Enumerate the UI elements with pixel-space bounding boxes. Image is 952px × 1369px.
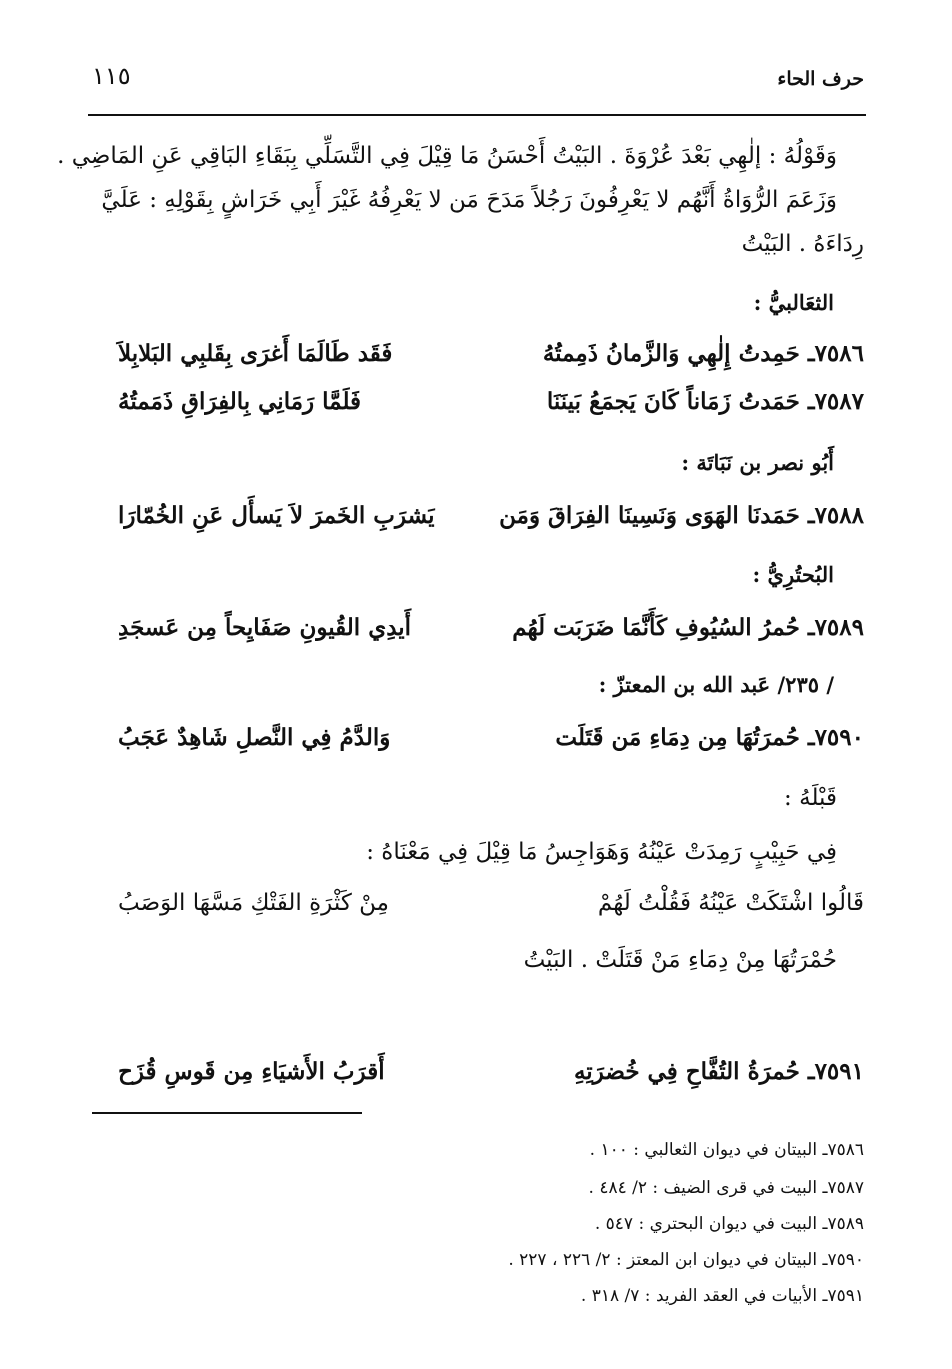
- paragraph-line: حُمْرَتُهَا مِنْ دِمَاءِ مَنْ قَتَلَتْ . البَيْتُ: [523, 947, 837, 973]
- verse-7591: [118, 1058, 864, 1098]
- paragraph-line: رِدَاءَهُ . البَيْتُ: [741, 231, 864, 257]
- verse-7590: [118, 724, 864, 764]
- verse-second-hemistich: مِنْ كَثْرَةِ الفَتْكِ مَسَّهَا الوَصَبُ: [118, 890, 389, 916]
- verse-7589: [118, 614, 864, 654]
- paragraph-line: وَقَوْلُهُ : إلٰهِي بَعْدَ عُرْوَةَ . البَيْتُ أَحْسَنُ مَا قِيْلَ فِي التَّسَلِّي بِبَقَاءِ البَاقِي عَنِ المَاضِي .: [57, 143, 837, 169]
- verse-7588: [118, 502, 864, 542]
- poet-name: / ٢٣٥/ عَبد الله بن المعتزّ :: [598, 672, 834, 697]
- verse-second-hemistich: فَقَد طَالَمَا أَغرَى بِقَلبِي البَلابِلاَ: [118, 340, 393, 367]
- footnote-rule: [92, 1112, 362, 1114]
- verse-second-hemistich: وَالدَّمُ فِي النَّصلِ شَاهِدٌ عَجَبُ: [118, 724, 391, 751]
- paragraph-line: وَزَعَمَ الرُّوَاةُ أَنَّهُم لا يَعْرِفُونَ رَجُلاً مَدَحَ مَن لا يَعْرِفُهُ غَيْرَ أَبِي خَرَاشٍ بِقَوْلِهِ : عَلَيَّ: [101, 187, 837, 213]
- footnote: ٧٥٨٧ـ البيت في قرى الضيف : ٢/ ٤٨٤ .: [588, 1178, 864, 1198]
- verse-second-hemistich: يَشرَبِ الخَمرَ لاَ يَسأَل عَنِ الخُمّارَا: [118, 502, 435, 529]
- footnote: ٧٥٨٩ـ البيت في ديوان البحتري : ٥٤٧ .: [594, 1214, 864, 1234]
- poet-name: أَبُو نصر بن نَبَاتَة :: [681, 450, 834, 475]
- verse-7586: [118, 340, 864, 380]
- verse-first-hemistich: قَالُوا اشْتَكَتْ عَيْنُهُ فَقُلْتُ لَهُمْ: [597, 890, 864, 916]
- footnote: ٧٥٩٠ـ البيتان في ديوان ابن المعتز : ٢/ ٢٢٦ ، ٢٢٧ .: [508, 1250, 864, 1270]
- verse-quoted: [118, 890, 864, 930]
- chapter-title: حرف الحاء: [777, 68, 864, 90]
- verse-7587: [118, 388, 864, 428]
- header-rule: [88, 114, 866, 116]
- verse-second-hemistich: أَقرَبُ الأَشيَاءِ مِن قَوسِ قُزَح: [118, 1058, 385, 1085]
- verse-first-hemistich: ٧٥٨٦ـ حَمِدتُ إِلٰهِي وَالزَّمانُ ذَمِمتُهُ: [542, 340, 864, 367]
- verse-first-hemistich: ٧٥٨٨ـ حَمَدنَا الهَوَى وَنَسِينَا الفِرَاقَ وَمَن: [499, 502, 864, 529]
- verse-first-hemistich: ٧٥٩١ـ حُمرَةُ التُفَّاحِ فِي خُضرَتِهِ: [573, 1058, 864, 1085]
- footnote: ٧٥٩١ـ الأبيات في العقد الفريد : ٧/ ٣١٨ .: [580, 1286, 864, 1306]
- verse-first-hemistich: ٧٥٩٠ـ حُمرَتُهَا مِن دِمَاءِ مَن قَتَلَت: [555, 724, 864, 751]
- poet-name: البُحتُرِيُّ :: [752, 562, 834, 587]
- verse-second-hemistich: فَلَمَّا رَمَانِي بِالفِرَاقِ ذَمَمتُهُ: [118, 388, 362, 415]
- verse-first-hemistich: ٧٥٨٩ـ حُمرُ السُيُوفِ كَأَنَّمَا ضَرَبَت لَهُم: [512, 614, 864, 641]
- footnote: ٧٥٨٦ـ البيتان في ديوان الثعالبي : ١٠٠ .: [589, 1140, 864, 1160]
- paragraph-line: قَبْلَهُ :: [784, 785, 837, 811]
- page-number: ١١٥: [92, 62, 131, 90]
- verse-second-hemistich: أَيدِي القُيونِ صَفَايِحاً مِن عَسجَدِ: [118, 614, 412, 641]
- verse-first-hemistich: ٧٥٨٧ـ حَمَدتُ زَمَاناً كَانَ يَجمَعُ بَينَنَا: [546, 388, 864, 415]
- paragraph-line: فِي حَبِيْبٍ رَمِدَتْ عَيْنُهُ وَهَوَاجِسُ مَا قِيْلَ فِي مَعْنَاهُ :: [366, 839, 837, 865]
- poet-name: الثعَالبيُّ :: [753, 290, 834, 315]
